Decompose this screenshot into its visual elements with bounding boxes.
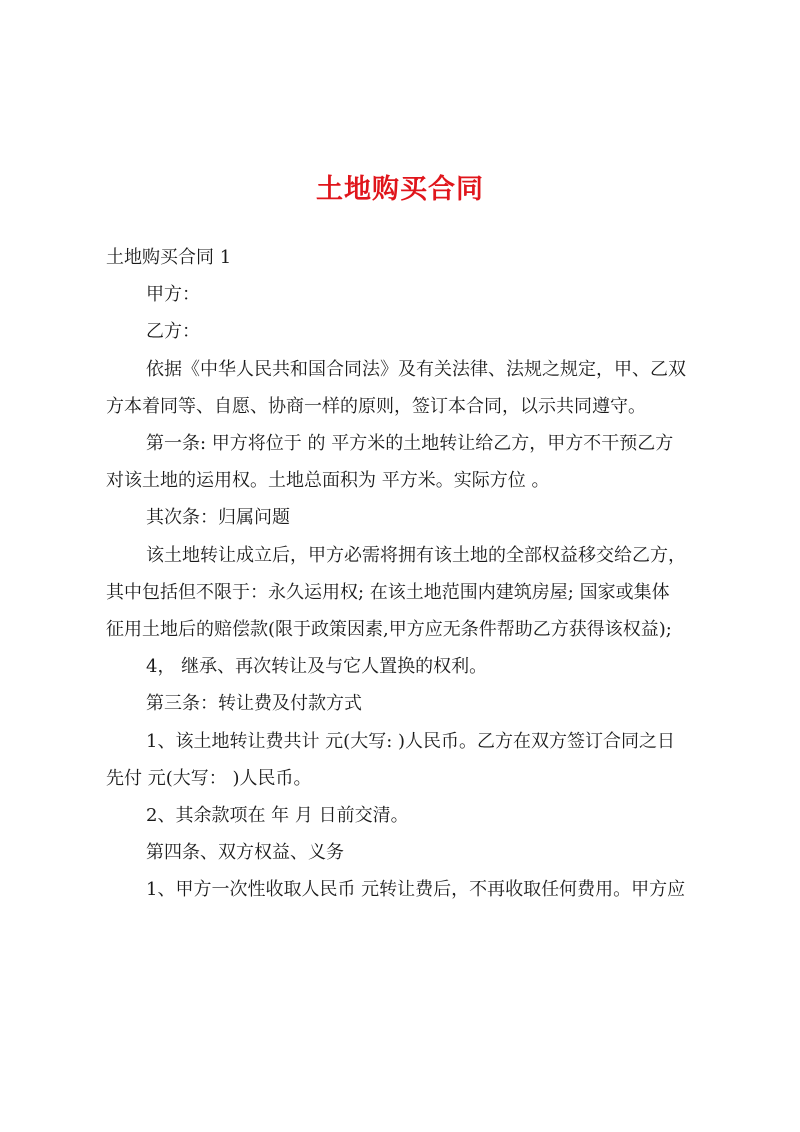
paragraph-line: 2、其余款项在 年 月 日前交清。 bbox=[146, 805, 409, 827]
paragraph-line: 对该土地的运用权。土地总面积为 平方米。实际方位 。 bbox=[106, 470, 550, 492]
clause-heading: 其次条：归属问题 bbox=[146, 507, 290, 529]
list-item-line: 4， 继承、再次转让及与它人置换的权利。 bbox=[146, 656, 488, 678]
paragraph-line: 其中包括但不限于：永久运用权; 在该土地范围内建筑房屋; 国家或集体 bbox=[106, 581, 670, 603]
clause-heading: 第三条：转让费及付款方式 bbox=[146, 693, 362, 715]
paragraph-line: 1、该土地转让费共计 元(大写: )人民币。乙方在双方签订合同之日 bbox=[146, 730, 676, 752]
paragraph-line: 方本着同等、自愿、协商一样的原则，签订本合同，以示共同遵守。 bbox=[106, 395, 646, 417]
paragraph-line: 该土地转让成立后，甲方必需将拥有该土地的全部权益移交给乙方， bbox=[146, 544, 686, 566]
document-body bbox=[106, 239, 710, 909]
section-heading: 土地购买合同 1 bbox=[106, 247, 232, 268]
clause-heading: 第四条、双方权益、义务 bbox=[146, 842, 344, 864]
clause-line: 第一条: 甲方将位于 的 平方米的土地转让给乙方，甲方不干预乙方 bbox=[146, 433, 674, 455]
paragraph-line: 1、甲方一次性收取人民币 元转让费后，不再收取任何费用。甲方应 bbox=[146, 879, 686, 901]
paragraph-line: 先付 元(大写： )人民币。 bbox=[106, 767, 312, 789]
document-title: 土地购买合同 bbox=[316, 174, 484, 205]
paragraph-line: 征用土地后的赔偿款(限于政策因素,甲方应无条件帮助乙方获得该权益); bbox=[106, 619, 672, 641]
party-b-line: 乙方： bbox=[146, 321, 200, 343]
paragraph-line: 依据《中华人民共和国合同法》及有关法律、法规之规定，甲、乙双 bbox=[146, 358, 686, 380]
party-a-line: 甲方： bbox=[146, 284, 200, 306]
